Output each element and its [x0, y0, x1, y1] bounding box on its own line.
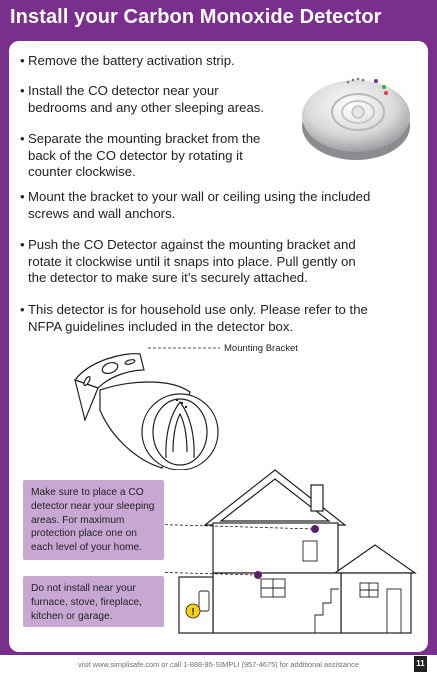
co-detector-image [300, 66, 412, 166]
page-footer [0, 655, 437, 674]
step-text: Install the CO detector near your bedrooms and any other sleeping areas. [28, 83, 265, 115]
footer-text: visit www.simplisafe.com or call 1-888-95-SIMPLI (957-4675) for additional assistance [78, 660, 359, 669]
placement-warning-note: Do not install near your furnace, stove, fireplace, kitchen or garage. [23, 576, 164, 627]
step-text: Push the CO Detector against the mounting bracket and rotate it clockwise until it snaps into place. Pull gently on the detector to make sure it’s securely attached. [28, 237, 356, 285]
bullet: • [20, 302, 25, 317]
placement-tip-note: Make sure to place a CO detector near your sleeping areas. For maximum protection place one on each level of your home. [23, 480, 164, 560]
mounting-bracket-label: Mounting Bracket [224, 343, 298, 354]
svg-text:!: ! [191, 607, 195, 618]
page-number: 11 [414, 656, 427, 672]
step-household-use [20, 302, 368, 335]
mounting-bracket-diagram [70, 340, 240, 470]
step-mount-bracket [20, 189, 370, 222]
bullet: • [20, 131, 25, 146]
step-text: Remove the battery activation strip. [28, 53, 235, 68]
step-separate-bracket [20, 131, 260, 181]
step-text: This detector is for household use only. Please refer to the NFPA guidelines included in the detector box. [28, 302, 368, 334]
step-remove-strip [20, 53, 235, 70]
bullet: • [20, 237, 25, 252]
page-header [0, 0, 437, 38]
bullet: • [20, 53, 25, 68]
step-text: Separate the mounting bracket from the back of the CO detector by rotating it counter clockwise. [28, 131, 261, 179]
page-title: Install your Carbon Monoxide Detector [10, 6, 382, 28]
step-install-location [20, 83, 264, 116]
step-attach-detector [20, 237, 356, 287]
house-placement-diagram [165, 465, 427, 641]
step-text: Mount the bracket to your wall or ceiling using the included screws and wall anchors. [28, 189, 371, 221]
bullet: • [20, 189, 25, 204]
bullet: • [20, 83, 25, 98]
